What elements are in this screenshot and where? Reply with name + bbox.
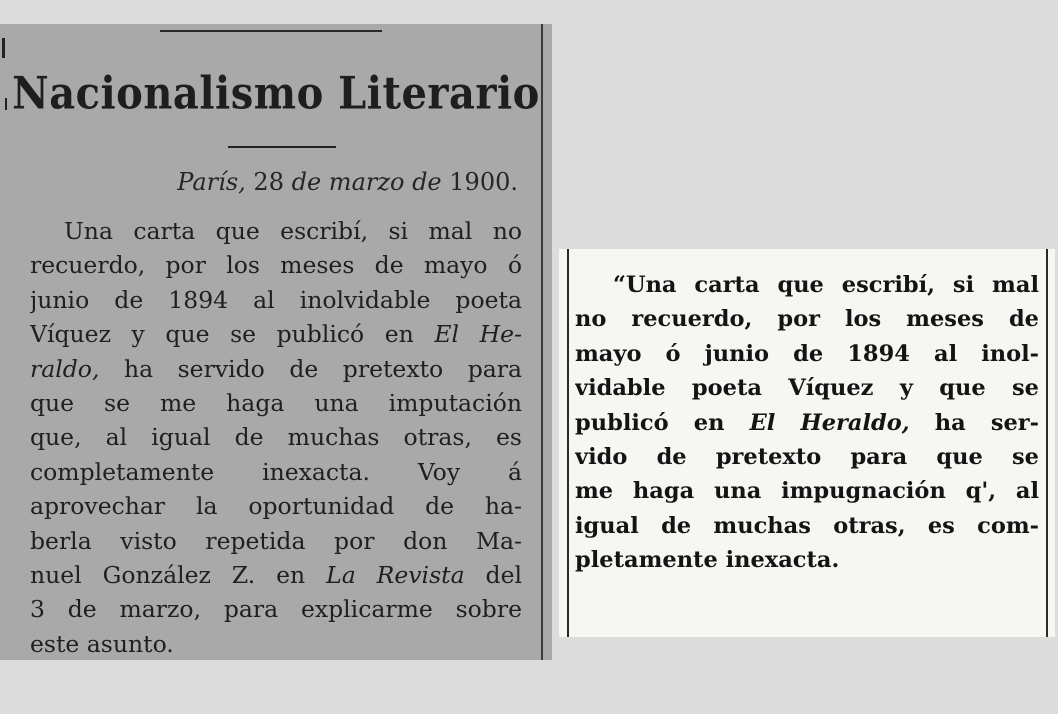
- text-line: [575, 302, 1039, 336]
- line-text: que se me haga una imputación: [30, 388, 522, 417]
- article-body: [30, 214, 522, 660]
- line-text: ha ser-: [909, 409, 1039, 436]
- text-line: [575, 337, 1039, 371]
- line-text: publicó en: [575, 409, 750, 436]
- text-line: [30, 214, 522, 248]
- line-text: Una carta que escribí, si mal no: [64, 217, 522, 245]
- edge-ink-mark: [2, 38, 5, 58]
- text-line: [30, 524, 522, 558]
- line-text: este asunto.: [30, 629, 174, 658]
- text-line: [30, 455, 522, 489]
- dateline-year: 1900.: [449, 168, 518, 196]
- line-text: que, al igual de muchas otras, es: [30, 423, 522, 452]
- italic-text: La Revista: [326, 560, 465, 589]
- text-line: [30, 386, 522, 420]
- line-text: Víquez y que se publicó en: [30, 320, 435, 349]
- line-text: del: [464, 560, 522, 589]
- quoted-body: [575, 268, 1039, 578]
- line-text: junio de 1894 al inolvidable poeta: [30, 285, 522, 314]
- line-text: nuel González Z. en: [30, 560, 327, 589]
- line-text: mayo ó junio de 1894 al inol-: [575, 340, 1039, 367]
- line-text: berla visto repetida por don Ma-: [30, 526, 522, 555]
- line-text: vido de pretexto para que se: [575, 443, 1039, 470]
- line-text: pletamente inexacta.: [575, 547, 840, 574]
- text-line: [30, 558, 522, 592]
- line-text: no recuerdo, por los meses de: [575, 306, 1039, 333]
- line-text: me haga una impugnación q', al: [575, 478, 1039, 505]
- text-line: [30, 248, 522, 282]
- column-rule-right: [1046, 249, 1048, 637]
- top-rule: [160, 30, 382, 32]
- text-line: [575, 406, 1039, 440]
- text-line: [575, 371, 1039, 405]
- line-text: completamente inexacta. Voy á: [30, 457, 522, 486]
- article-title: Nacionalismo Literario: [12, 67, 540, 120]
- line-text: recuerdo, por los meses de mayo ó: [30, 251, 522, 280]
- dateline: [0, 168, 518, 196]
- text-line: [30, 627, 522, 660]
- text-line: [30, 489, 522, 523]
- line-text: igual de muchas otras, es com-: [575, 512, 1039, 539]
- text-line: [30, 420, 522, 454]
- left-newspaper-clipping: [0, 24, 552, 660]
- line-text: ha servido de pretexto para: [99, 354, 522, 383]
- text-line: [575, 440, 1039, 474]
- column-rule-left: [567, 249, 569, 637]
- dateline-place: París,: [177, 168, 246, 196]
- line-text: “Una carta que escribí, si mal: [613, 272, 1039, 298]
- dateline-month: de marzo de: [291, 168, 442, 196]
- italic-text: El He-: [434, 320, 522, 349]
- text-line: [30, 317, 522, 351]
- dateline-day: 28: [253, 168, 284, 196]
- text-line: [30, 352, 522, 386]
- italic-text: raldo,: [30, 354, 100, 383]
- text-line: [575, 509, 1039, 543]
- line-text: aprovechar la oportunidad de ha-: [30, 492, 522, 521]
- text-line: [575, 268, 1039, 302]
- line-text: 3 de marzo, para explicarme sobre: [30, 595, 522, 624]
- right-newspaper-clipping: [559, 249, 1055, 637]
- line-text: vidable poeta Víquez y que se: [575, 375, 1039, 402]
- text-line: [30, 283, 522, 317]
- text-line: [30, 592, 522, 626]
- text-line: [575, 474, 1039, 508]
- title-rule: [228, 146, 336, 148]
- italic-text: El Heraldo,: [749, 409, 910, 436]
- text-line: [575, 543, 1039, 577]
